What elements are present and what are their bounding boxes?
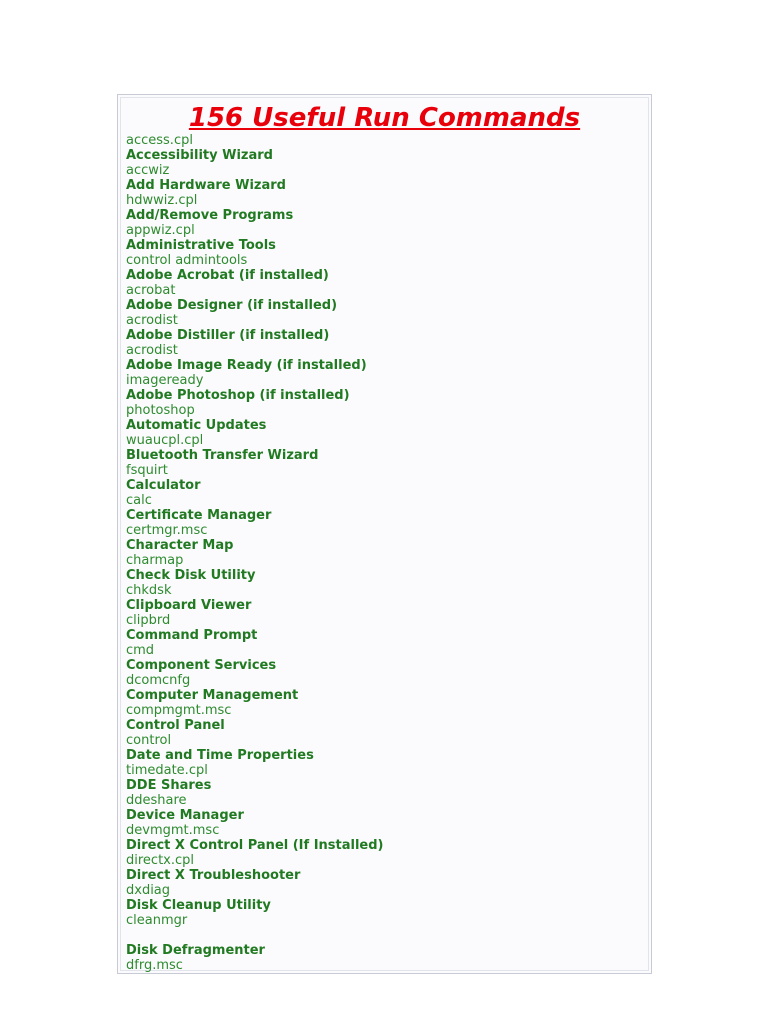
command-value: hdwwiz.cpl	[126, 193, 198, 208]
list-item	[126, 148, 643, 178]
command-value: cleanmgr	[126, 913, 188, 928]
command-value: ddeshare	[126, 793, 187, 808]
program-name: Add Hardware Wizard	[126, 178, 286, 193]
list-item	[126, 508, 643, 538]
program-name: Adobe Acrobat (if installed)	[126, 268, 329, 283]
program-name: Automatic Updates	[126, 418, 267, 433]
command-value: dcomcnfg	[126, 673, 191, 688]
list-item	[126, 808, 643, 838]
command-value: fsquirt	[126, 463, 168, 478]
list-item	[126, 628, 643, 658]
command-value: photoshop	[126, 403, 195, 418]
list-item	[126, 478, 643, 508]
program-name: Date and Time Properties	[126, 748, 314, 763]
command-value: dfrg.msc	[126, 958, 183, 973]
list-item	[126, 298, 643, 328]
program-name: Command Prompt	[126, 628, 258, 643]
program-name: Adobe Photoshop (if installed)	[126, 388, 350, 403]
command-value: acrodist	[126, 343, 178, 358]
command-value: accwiz	[126, 163, 170, 178]
list-item	[126, 448, 643, 478]
list-item	[126, 778, 643, 808]
list-item	[126, 598, 643, 628]
program-name: Administrative Tools	[126, 238, 276, 253]
list-item	[126, 538, 643, 568]
document-page	[117, 94, 652, 974]
program-name: Character Map	[126, 538, 234, 553]
list-item	[126, 568, 643, 598]
list-item	[126, 718, 643, 748]
program-name: Direct X Control Panel (If Installed)	[126, 838, 384, 853]
list-item	[126, 868, 643, 898]
program-name: Direct X Troubleshooter	[126, 868, 301, 883]
program-name: Calculator	[126, 478, 201, 493]
program-name: Component Services	[126, 658, 277, 673]
command-value: acrodist	[126, 313, 178, 328]
command-value: certmgr.msc	[126, 523, 208, 538]
list-item	[126, 748, 643, 778]
list-item	[126, 388, 643, 418]
command-value: appwiz.cpl	[126, 223, 195, 238]
list-item	[126, 268, 643, 298]
program-name: Accessibility Wizard	[126, 148, 273, 163]
list-item	[126, 358, 643, 388]
program-name: Check Disk Utility	[126, 568, 256, 583]
program-name: Bluetooth Transfer Wizard	[126, 448, 319, 463]
command-value: dxdiag	[126, 883, 171, 898]
command-value: timedate.cpl	[126, 763, 208, 778]
command-value: cmd	[126, 643, 155, 658]
command-value: devmgmt.msc	[126, 823, 220, 838]
list-item	[126, 898, 643, 928]
command-value: access.cpl	[126, 133, 193, 148]
command-value: clipbrd	[126, 613, 171, 628]
list-item	[126, 418, 643, 448]
list-item	[126, 943, 643, 973]
program-name: Computer Management	[126, 688, 299, 703]
program-name: Adobe Designer (if installed)	[126, 298, 338, 313]
command-value: compmgmt.msc	[126, 703, 232, 718]
list-item	[126, 208, 643, 238]
page-title: 156 Useful Run Commands	[188, 103, 581, 133]
command-value: chkdsk	[126, 583, 172, 598]
program-name: Adobe Image Ready (if installed)	[126, 358, 367, 373]
command-list	[126, 133, 643, 973]
program-name: Certificate Manager	[126, 508, 272, 523]
list-item	[126, 658, 643, 688]
command-value: control	[126, 733, 172, 748]
program-name: DDE Shares	[126, 778, 212, 793]
command-value: imageready	[126, 373, 204, 388]
list-item	[126, 838, 643, 868]
program-name: Disk Cleanup Utility	[126, 898, 271, 913]
command-value: directx.cpl	[126, 853, 195, 868]
command-value: charmap	[126, 553, 184, 568]
program-name: Clipboard Viewer	[126, 598, 252, 613]
list-item	[126, 178, 643, 208]
command-value: calc	[126, 493, 152, 508]
command-value: control admintools	[126, 253, 248, 268]
program-name: Control Panel	[126, 718, 225, 733]
list-item	[126, 688, 643, 718]
command-value: acrobat	[126, 283, 176, 298]
list-item	[126, 238, 643, 268]
program-name: Disk Defragmenter	[126, 943, 265, 958]
list-item	[126, 328, 643, 358]
program-name: Adobe Distiller (if installed)	[126, 328, 330, 343]
command-value: wuaucpl.cpl	[126, 433, 204, 448]
program-name: Device Manager	[126, 808, 244, 823]
program-name: Add/Remove Programs	[126, 208, 294, 223]
